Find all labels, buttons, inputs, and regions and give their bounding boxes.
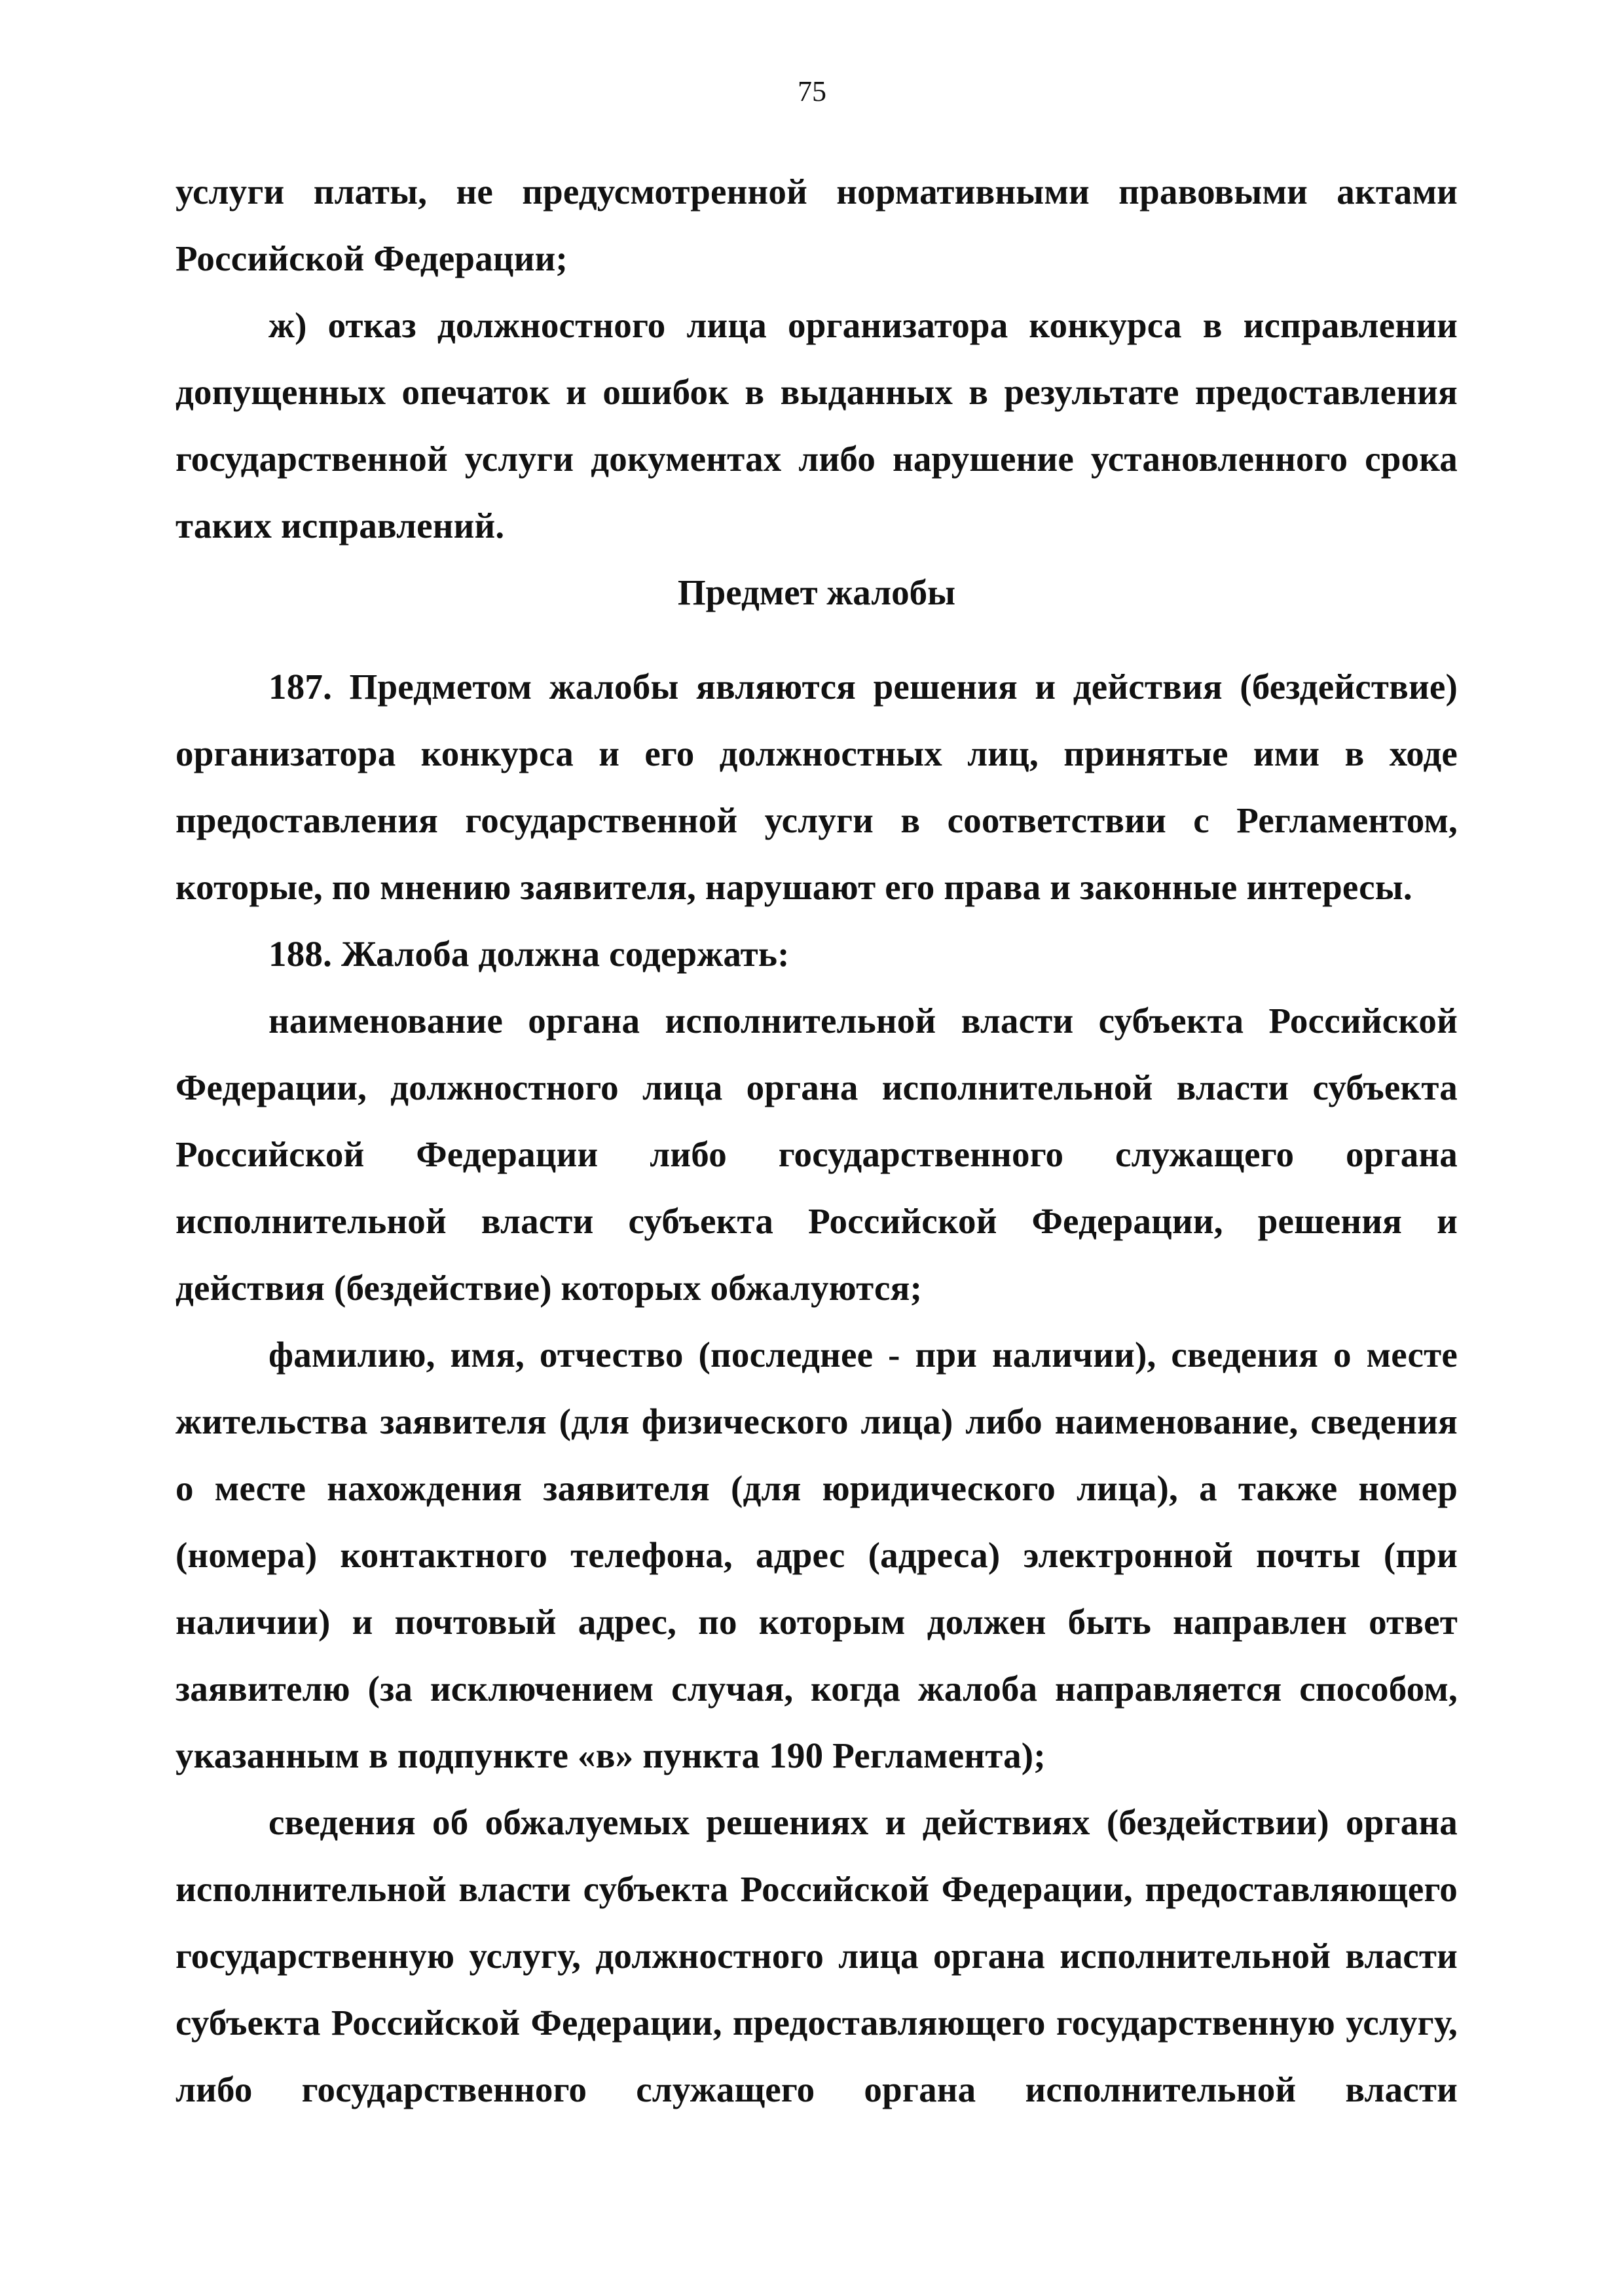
paragraph-authority-name: наименование органа исполнительной власти субъекта Российской Федерации, должностного лица органа исполнительной власти субъекта Российской Федерации либо государственного служащего органа исполнительной власти субъекта Российской Федерации, решения и действия (бездействие) которых обжалуются;: [175, 1001, 1458, 1308]
paragraph-item-zh: ж) отказ должностного лица организатора конкурса в исправлении допущенных опечаток и ошибок в выданных в результате предоставления государственной услуги документах либо нарушение установленного срока таких исправлений.: [175, 305, 1458, 546]
page-body: [175, 158, 1458, 2123]
paragraph-applicant-details: фамилию, имя, отчество (последнее - при наличии), сведения о месте жительства заявителя (для физического лица) либо наименование, сведения о месте нахождения заявителя (для юридического лица), а также номер (номера) контактного телефона, адрес (адреса) электронной почты (при наличии) и почтовый адрес, по которым должен быть направлен ответ заявителю (за исключением случая, когда жалоба направляется способом, указанным в подпункте «в» пункта 190 Регламента);: [175, 1335, 1458, 1775]
page-number: 75: [798, 75, 826, 107]
section-heading: Предмет жалобы: [677, 572, 956, 612]
paragraph-187: 187. Предметом жалобы являются решения и действия (бездействие) организатора конкурса и его должностных лиц, принятые ими в ходе предоставления государственной услуги в соответствии с Регламентом, которые, по мнению заявителя, нарушают его права и законные интересы.: [175, 667, 1458, 907]
paragraph-188: 188. Жалоба должна содержать:: [268, 934, 790, 974]
paragraph-continuation: услуги платы, не предусмотренной нормативными правовыми актами Российской Федерации;: [175, 172, 1458, 278]
paragraph-appealed-decisions: сведения об обжалуемых решениях и действиях (бездействии) органа исполнительной власти субъекта Российской Федерации, предоставляющего государственную услугу, должностного лица органа исполнительной власти субъекта Российской Федерации, предоставляющего государственную услугу, либо государственного служащего органа исполнительной власти: [175, 1802, 1458, 2109]
